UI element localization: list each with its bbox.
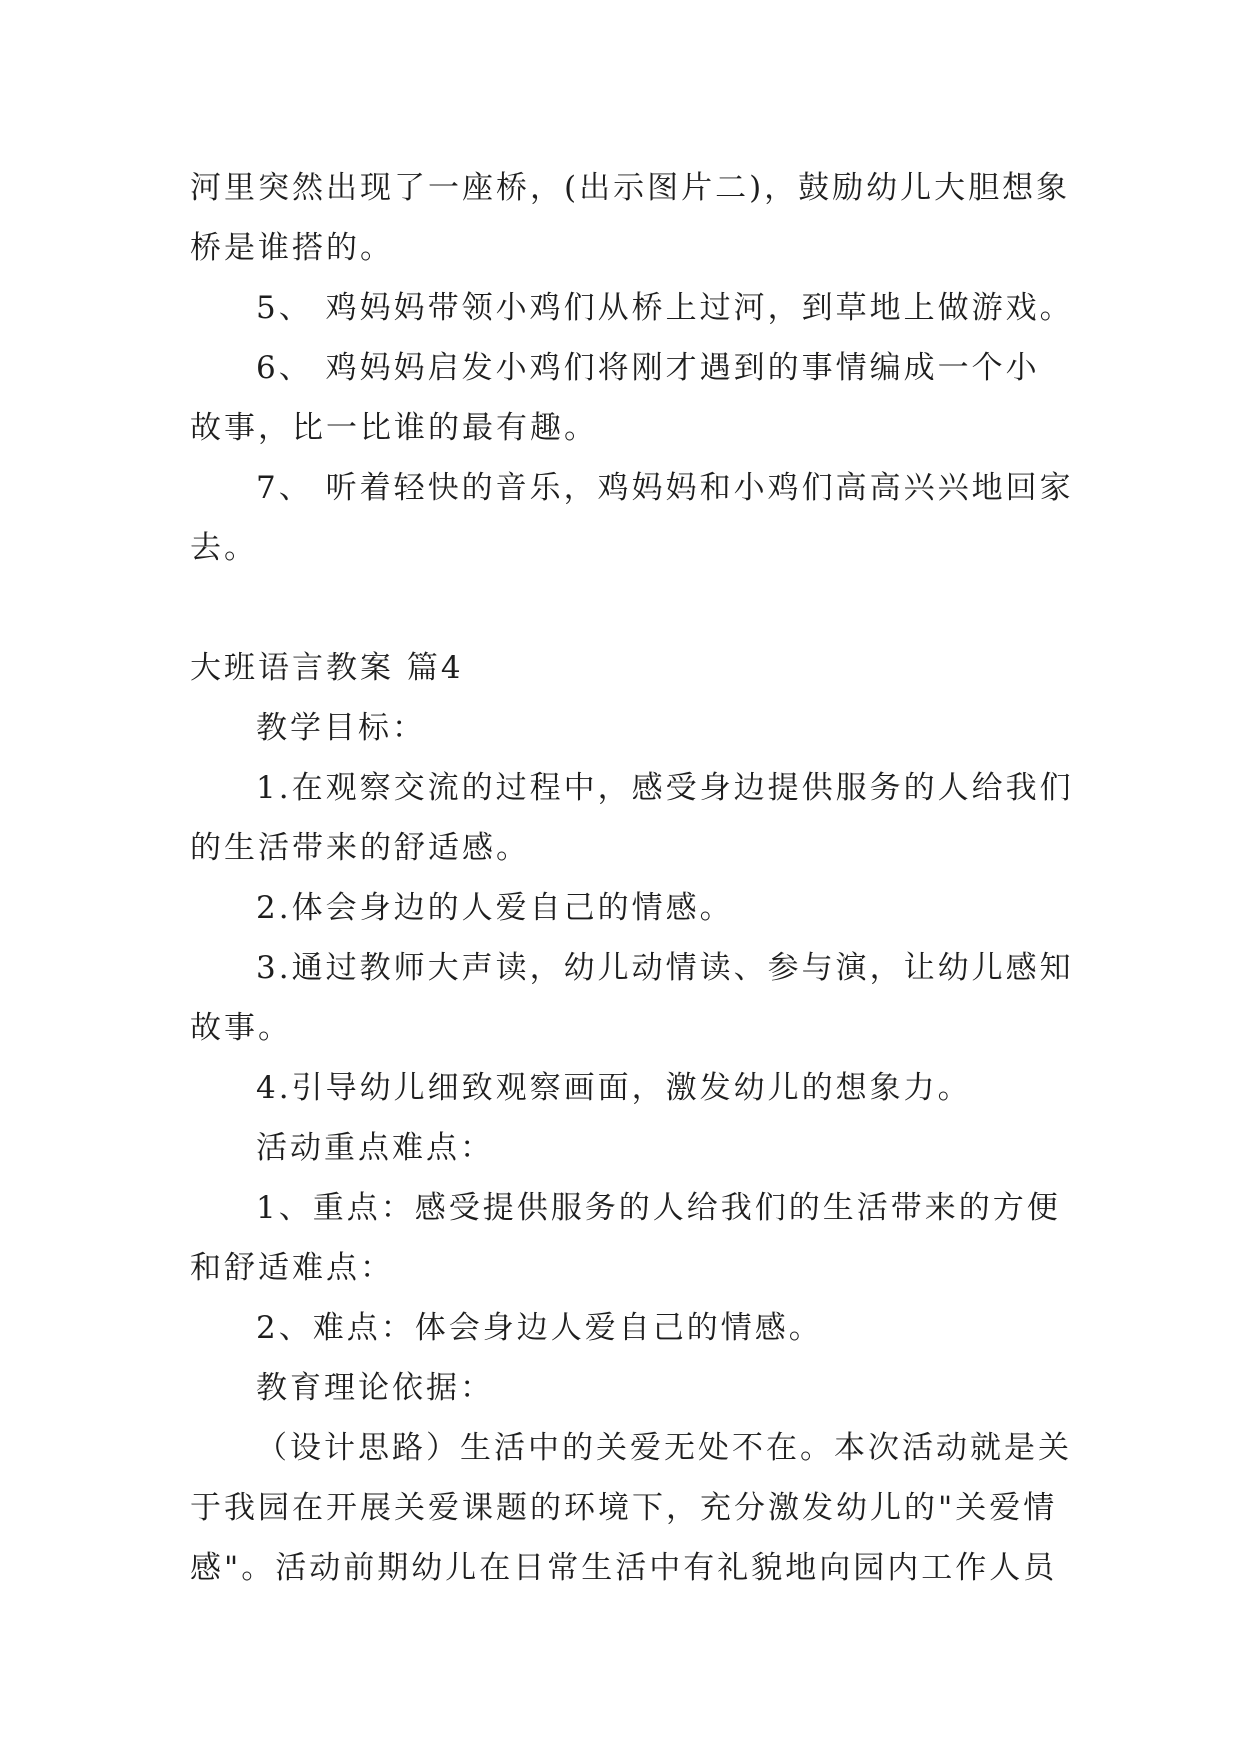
paragraph-line: 于我园在开展关爱课题的环境下，充分激发幼儿的"关爱情	[190, 1490, 1058, 1526]
list-item-6: 6、 鸡妈妈启发小鸡们将刚才遇到的事情编成一个小	[256, 350, 1040, 386]
design-idea-paragraph: （设计思路）生活中的关爱无处不在。本次活动就是关	[256, 1430, 1072, 1466]
subheading-teaching-goals: 教学目标：	[256, 710, 426, 746]
subheading-key-points: 活动重点难点：	[256, 1130, 494, 1166]
paragraph-line: 河里突然出现了一座桥，(出示图片二)，鼓励幼儿大胆想象	[190, 170, 1071, 206]
key-point-1: 1、重点：感受提供服务的人给我们的生活带来的方便	[256, 1190, 1061, 1226]
subheading-theory-basis: 教育理论依据：	[256, 1370, 494, 1406]
paragraph-line: 去。	[190, 530, 258, 566]
goal-item-3: 3.通过教师大声读，幼儿动情读、参与演，让幼儿感知	[256, 950, 1074, 986]
key-point-2: 2、难点：体会身边人爱自己的情感。	[256, 1310, 823, 1346]
paragraph-line: 故事。	[190, 1010, 292, 1046]
document-body	[190, 158, 1074, 1598]
section-heading: 大班语言教案 篇4	[190, 650, 464, 686]
paragraph-line: 桥是谁搭的。	[190, 230, 394, 266]
goal-item-2: 2.体会身边的人爱自己的情感。	[256, 890, 734, 926]
paragraph-line: 感"。活动前期幼儿在日常生活中有礼貌地向园内工作人员	[190, 1550, 1058, 1586]
list-item-7: 7、 听着轻快的音乐，鸡妈妈和小鸡们高高兴兴地回家	[256, 470, 1074, 506]
paragraph-line: 和舒适难点：	[190, 1250, 394, 1286]
list-item-5: 5、 鸡妈妈带领小鸡们从桥上过河，到草地上做游戏。	[256, 290, 1074, 326]
paragraph-line: 故事，比一比谁的最有趣。	[190, 410, 598, 446]
goal-item-1: 1.在观察交流的过程中，感受身边提供服务的人给我们	[256, 770, 1074, 806]
goal-item-4: 4.引导幼儿细致观察画面，激发幼儿的想象力。	[256, 1070, 972, 1106]
paragraph-line: 的生活带来的舒适感。	[190, 830, 530, 866]
